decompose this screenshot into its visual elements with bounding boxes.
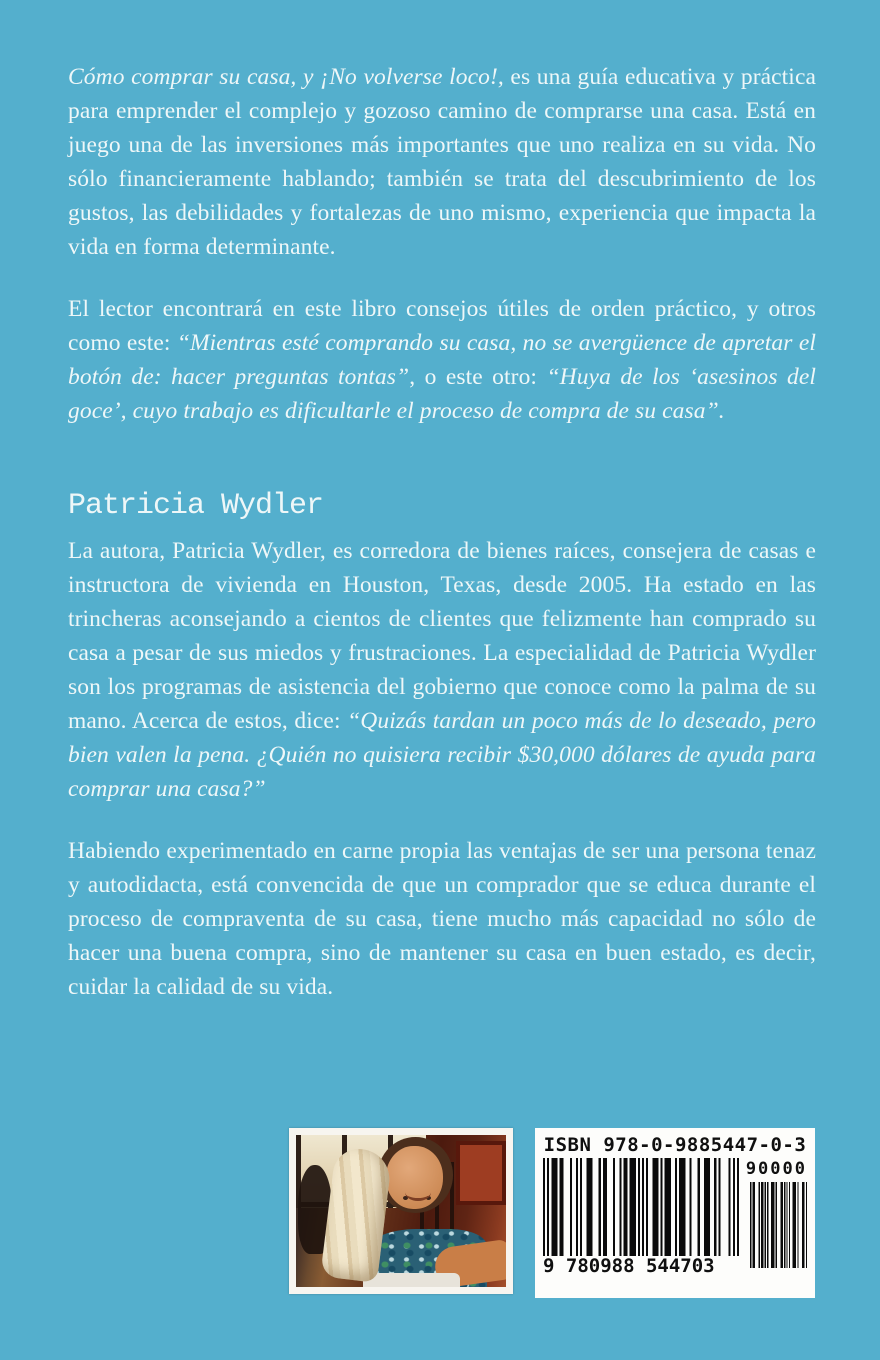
advice-text-1: El lector encontrará en este libro consejos útiles de orden práctico, y otros como este: [68,296,816,356]
closing-text: Habiendo experimentado en carne propia las ventajas de ser una persona tenaz y autodidacta, está convencida de que un comprador que se educa durante el proceso de compraventa de su casa, tiene mucho más capacidad no sólo de hacer una buena compra, sino de mantener su casa en buen estado, es decir, cuidar la calidad de su vida. [68,838,816,1000]
photo-red-panel-shape [456,1141,506,1205]
bio-quote: “Quizás tardan un poco más de lo deseado, pero bien valen la pena. ¿Quién no quisiera recibir $30,000 dólares de ayuda para comprar una casa?” [68,708,816,802]
photo-and-barcode-row [289,1128,815,1298]
advice-quote-1: “Mientras esté comprando su casa, no se avergüence de apretar el botón de: hacer preguntas tontas” [68,330,816,390]
photo-table-shape [363,1273,460,1287]
advice-paragraph [68,292,816,428]
author-name-heading: Patricia Wydler [68,489,324,523]
ean13-bars [543,1158,739,1256]
intro-paragraph [68,60,816,264]
isbn-number-text: ISBN 978-0-9885447-0-3 [543,1134,807,1156]
bio-paragraph [68,534,816,806]
book-title-phrase: Cómo comprar su casa, y ¡No volverse loco!, [68,64,504,90]
ean5-addon-barcode [745,1158,807,1268]
ean5-bars [749,1182,807,1268]
photo-smile-shape [405,1184,431,1201]
author-photo-frame [289,1128,513,1294]
advice-text-2: , o este otro: [409,364,547,390]
back-cover-text-block [68,0,816,1004]
ean13-digits-text: 9 780988 544703 [543,1255,715,1277]
bio-text: La autora, Patricia Wydler, es corredora de bienes raíces, consejera de casas e instructora de vivienda en Houston, Texas, desde 2005. Ha estado en las trincheras aconsejando a cientos de clientes que felizmente han comprado su casa a pesar de sus miedos y frustraciones. La especialidad de Patricia Wydler son los programas de asistencia del gobierno que conoce como la palma de su mano. Acerca de estos, dice: [68,538,816,734]
author-photo [296,1135,506,1287]
closing-paragraph [68,834,816,1004]
addon-digits-text: 90000 [745,1159,807,1179]
ean13-barcode [543,1158,739,1278]
intro-text: es una guía educativa y práctica para emprender el complejo y gozoso camino de comprarse una casa. Está en juego una de las inversiones más importantes que uno realiza en su vida. No sólo financieramente hablando; también se trata del descubrimiento de los gustos, las debilidades y fortalezas de uno mismo, experiencia que impacta la vida en forma determinante. [68,64,817,260]
advice-quote-2: “Huya de los ‘asesinos del goce’, cuyo trabajo es dificultarle el proceso de compra de su casa”. [68,364,817,424]
isbn-barcode-block [535,1128,815,1298]
barcode-bars-row [543,1158,807,1278]
